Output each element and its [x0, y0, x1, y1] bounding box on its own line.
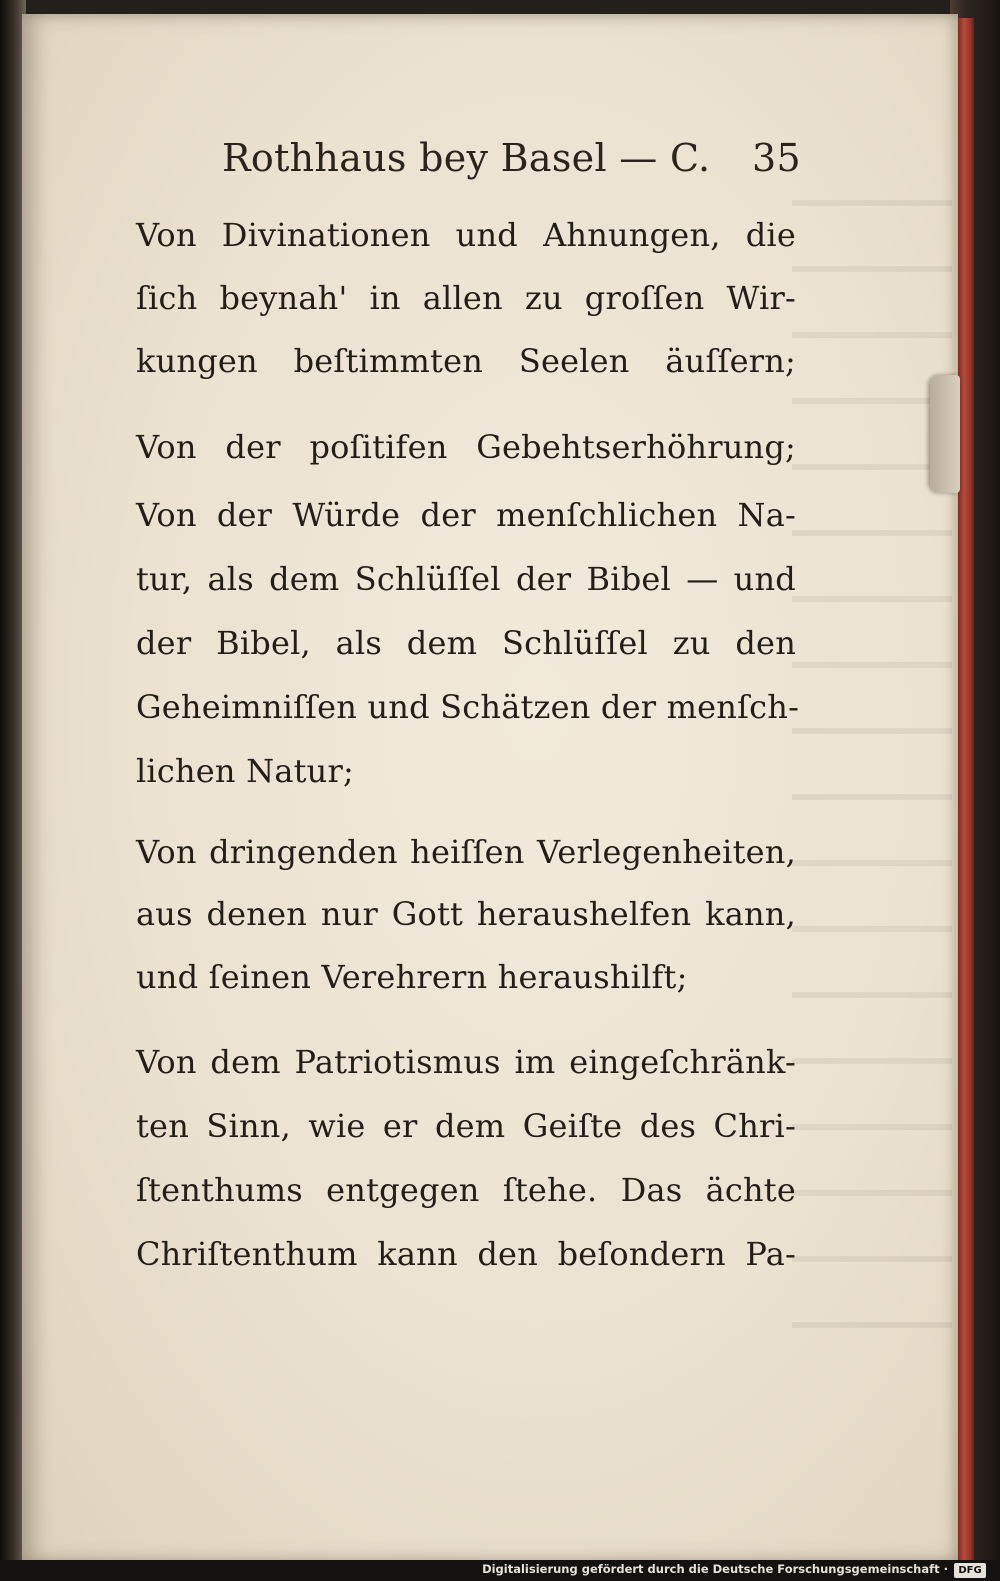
text-line: Geheimniſſen und Schätzen der menſch-	[136, 688, 800, 726]
page-number: 35	[752, 136, 801, 180]
text-line: Von der poſitifen Gebehtserhöhrung;	[136, 428, 796, 466]
book-page	[22, 14, 958, 1562]
dfg-logo: DFG	[954, 1563, 986, 1578]
text-line: ſtenthums entgegen ſtehe. Das ächte	[136, 1171, 796, 1209]
text-line: der Bibel, als dem Schlüſſel zu den	[136, 624, 796, 662]
red-page-edges	[958, 18, 974, 1566]
running-head	[222, 136, 801, 180]
text-line: tur, als dem Schlüſſel der Bibel — und	[136, 560, 796, 598]
text-line: kungen beſtimmten Seelen äuſſern;	[136, 342, 796, 380]
text-line: Von dringenden heiſſen Verlegenheiten,	[136, 833, 796, 871]
text-line: Chriſtenthum kann den beſondern Pa-	[136, 1235, 796, 1273]
show-through-text	[792, 154, 952, 1354]
text-line: ſich beynah' in allen zu groſſen Wir-	[136, 279, 796, 317]
text-line: Von der Würde der menſchlichen Na-	[136, 496, 796, 534]
text-line: lichen Natur;	[136, 752, 354, 790]
page-tab-marker	[930, 375, 960, 493]
text-line: Von dem Patriotismus im eingeſchränk-	[136, 1043, 796, 1081]
funding-credit: Digitalisierung gefördert durch die Deutsche Forschungsgemeinschaft ·	[482, 1562, 948, 1576]
running-head-title: Rothhaus bey Basel — C.	[222, 136, 711, 180]
text-line: und ſeinen Verehrern heraushilft;	[136, 958, 688, 996]
text-line: Von Divinationen und Ahnungen, die	[136, 216, 796, 254]
text-line: ten Sinn, wie er dem Geiſte des Chri-	[136, 1107, 796, 1145]
text-line: aus denen nur Gott heraushelfen kann,	[136, 895, 796, 933]
